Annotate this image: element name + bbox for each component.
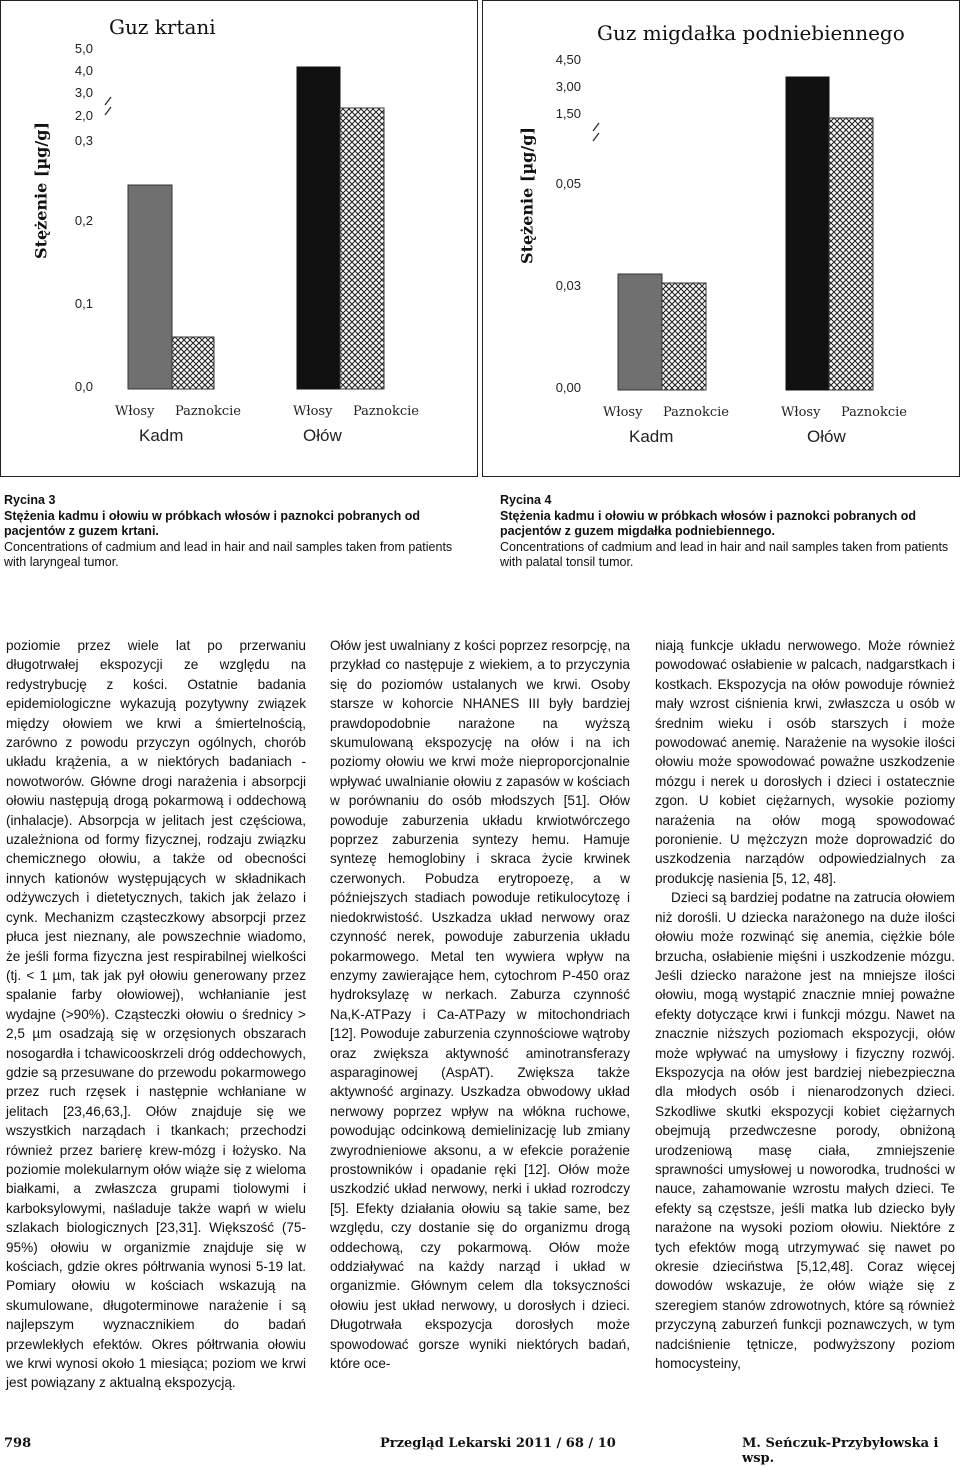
y-tick-label: 0,03	[555, 278, 581, 293]
y-tick-label: 5,0	[74, 41, 93, 56]
bar-olow-paznokcie	[340, 108, 384, 389]
caption-title-en: Concentrations of cadmium and lead in hair and nail samples taken from patients with palatal tonsil tumor.	[500, 539, 949, 569]
x-tick-label: Paznokcie	[663, 405, 729, 420]
y-tick-label: 0,1	[74, 296, 93, 311]
x-tick-label: Włosy	[603, 405, 643, 420]
figure-3-chart	[0, 0, 478, 477]
authors: M. Seńczuk-Przybyłowska i wsp.	[742, 1436, 939, 1466]
bar-olow-wlosy	[786, 77, 829, 390]
body-paragraph: poziomie przez wiele lat po przerwaniu długotrwałej ekspozycji ze względu na redystrybucję z kości. Ostatnie badania epidemiologiczne wykazują pozytywny związek między ołowiem we krwi a śmiertelnością, zarówno z powodu przyczyn ogólnych, chorób układu krążenia, a w niektórych badaniach - nowotworów. Główne drogi narażenia i absorpcji ołowiu następują drogą pokarmową i oddechową (inhalacje). Absorpcja w jelitach jest częściowa, uzależniona od formy fizycznej, rodzaju związku chemicznego ołowiu, a także od obecności innych kationów występujących w składnikach odżywczych i dietetycznych, takich jak żelazo i cynk. Mechanizm cząsteczkowy absorpcji przez płuca jest nieznany, ale powszechnie wiadomo, że jeśli forma fizyczna jest respirabilnej wielkości (tj. < 1 µm, tak jak pył ołowiu generowany przez spalanie farby ołowiowej), wchłanianie jest wydajne (>90%). Cząsteczki ołowiu o średnicy > 2,5 µm osadzają się w orzęsionych obszarach nosogardła i tchawicooskrzeli dróg oddechowych, gdzie są przesuwane do przewodu pokarmowego przez ruch rzęsek i następnie wchłaniane w jelitach [23,46,63,]. Ołów znajduje się we wszystkich narządach i tkankach; przechodzi również przez barierę krew-mózg i łożysko. Na poziomie molekularnym ołów wiąże się z wieloma białkami, a zwłaszcza grupami tiolowymi i karboksylowymi, naśladuje także wapń w wielu szlakach biologicznych [23,31]. Większość (75-95%) ołowiu w organizmie znajduje się w kościach, gdzie okres półtrwania wynosi 5-19 lat. Pomiary ołowiu w kościach wskazują na skumulowane, długoterminowe narażenie i są najlepszym wyznacznikiem do badań przewlekłych efektów. Okres półtrwania ołowiu we krwi wynosi około 1 miesiąca; poziom we krwi jest powiązany z aktualną ekspozycją.	[6, 638, 306, 1391]
y-axis-label: Stężenie [µg/g]	[31, 122, 51, 259]
body-column-2	[330, 636, 630, 1373]
caption-title-pl: Stężenia kadmu i ołowiu w próbkach włosów i paznokci pobranych od pacjentów z guzem migdałka podniebiennego.	[500, 508, 917, 538]
axis-break	[105, 97, 111, 115]
journal-reference: Przegląd Lekarski 2011 / 68 / 10	[380, 1436, 616, 1451]
y-tick-label: 2,0	[74, 108, 93, 123]
y-axis-label: Stężenie [µg/g]	[517, 127, 537, 264]
bar-olow-paznokcie	[829, 118, 873, 390]
figure-4-chart	[482, 0, 960, 477]
x-tick-label: Paznokcie	[841, 405, 907, 420]
bar-kadm-wlosy	[618, 274, 662, 390]
y-tick-label: 0,0	[74, 379, 93, 394]
y-tick-label: 3,00	[555, 79, 581, 94]
y-tick-label: 1,50	[555, 106, 581, 121]
caption-title-en: Concentrations of cadmium and lead in hair and nail samples taken from patients with laryngeal tumor.	[4, 539, 453, 569]
x-tick-label: Paznokcie	[175, 404, 241, 419]
figure-4-caption	[500, 493, 955, 571]
body-paragraph: Dzieci są bardziej podatne na zatrucia ołowiem niż dorośli. U dziecka narażonego na duże ilości ołowiu może rozwinąć się anemia, ciężkie bóle brzucha, osłabienie mięśni i uszkodzenie mózgu. Jeśli dziecko narażone jest na mniejsze ilości ołowiu, mogą wystąpić znacznie mniej poważne efekty dotyczące krwi i funkcji mózgu. Nawet na znacznie niższych poziomach ekspozycji, ołów może wpływać na umysłowy i fizyczny rozwój. Ekspozycja na ołów jest bardziej niebezpieczna dla młodych osób i nienarodzonych dzieci. Szkodliwe skutki ekspozycji kobiet ciężarnych obejmują przedwczesne porody, obniżoną urodzeniową masę ciała, zmniejszenie sprawności umysłowej u noworodka, trudności w nauce, zahamowanie wzrostu małych dzieci. Te efekty są częstsze, jeśli matka lub dziecko były narażone na wysoki poziom ołowiu. Niektóre z tych efektów mogą utrzymywać się nawet po okresie dzieciństwa [5,12,48]. Coraz więcej dowodów wskazuje, że ołów wiąże się z szeregiem stanów zdrowotnych, które są również przyczyną zaburzeń funkcji poznawczych, w tym nadciśnienie tętnicze, podwyższony poziom homocysteiny,	[655, 890, 955, 1372]
bar-kadm-wlosy	[128, 185, 172, 389]
bar-kadm-paznokcie	[662, 283, 706, 390]
x-tick-label: Paznokcie	[353, 404, 419, 419]
y-tick-label: 3,0	[74, 85, 93, 100]
caption-title-pl: Stężenia kadmu i ołowiu w próbkach włosów i paznokci pobranych od pacjentów z guzem krtani.	[4, 508, 421, 538]
y-tick-label: 0,2	[74, 213, 93, 228]
figure-3-caption	[4, 493, 472, 571]
page-number: 798	[4, 1436, 32, 1451]
y-tick-label: 0,3	[74, 133, 93, 148]
group-label: Kadm	[139, 426, 184, 445]
y-tick-label: 0,05	[555, 176, 581, 191]
body-paragraph: niają funkcje układu nerwowego. Może również powodować osłabienie w palcach, nadgarstkach i kostkach. Ekspozycja na ołów powoduje również mały wzrost ciśnienia krwi, zwłaszcza u osób w średnim wieku i osób starszych i może powodować anemię. Narażenie na wysokie ilości ołowiu może spowodować poważne uszkodzenie mózgu i nerek u dorosłych i dzieci i ostatecznie zgon. U kobiet ciężarnych, wysokie poziomy narażenia na ołów mogą spowodować poronienie. U mężczyzn może doprowadzić do uszkodzenia narządów odpowiedzialnych za produkcję nasienia [5, 12, 48].	[655, 638, 955, 886]
group-label: Kadm	[629, 427, 674, 446]
x-tick-label: Włosy	[781, 405, 821, 420]
chart-title: Guz krtani	[109, 15, 216, 39]
body-paragraph: Ołów jest uwalniany z kości poprzez resorpcję, na przykład co następuje z wiekiem, a to przyczynia się do poziomów ustalanych we krwi. Osoby starsze w kohorcie NHANES III były bardziej prawdopodobnie narażone na wyższą skumulowaną ekspozycję na ołów i na ich poziomy ołowiu we krwi może nieproporcjonalnie wpływać uwalnianie ołowiu z zapasów w kościach w porównaniu do osób młodszych [51]. Ołów powoduje zaburzenia układu krwiotwórczego poprzez zaburzenia syntezy hemu. Hamuje syntezę hemoglobiny i skraca życie krwinek czerwonych. Pobudza erytropoezę, a w późniejszych stadiach powoduje retikulocytozę i niedokrwistość. Uszkadza układ nerwowy oraz czynność nerek, powoduje zaburzenia układu pokarmowego. Metal ten wywiera wpływ na enzymy zawierające hem, cytochrom P-450 oraz hydroksylazę w nerkach. Zaburza czynność Na,K-ATPazy i Ca-ATPazy w mitochondriach [12]. Powoduje zaburzenia czynnościowe wątroby oraz zwiększa aktywność aminotransferazy asparaginowej (AspAT). Zwiększa także aktywność arginazy. Uszkadza obwodowy układ nerwowy poprzez wpływ na włókna ruchowe, powodując odcinkową demielinizację lub zmiany zwyrodnieniowe aksonu, a w efekcie porażenie prostowników i opadanie ręki [12]. Ołów może uszkodzić układ nerwowy, nerki i układ rozrodczy [5]. Efekty działania ołowiu są takie same, bez względu, czy dostanie się do organizmu drogą oddechową, czy pokarmową. Ołów może oddziaływać na każdy narząd i układ w organizmie. Głównym celem dla toksyczności ołowiu jest układ nerwowy, u dorosłych i dzieci. Długotrwała ekspozycja dorosłych może spowodować gorsze wyniki niektórych badań, które oce-	[330, 638, 630, 1372]
y-tick-label: 4,50	[555, 52, 581, 67]
y-tick-label: 0,00	[555, 380, 581, 395]
caption-label: Rycina 3	[4, 493, 56, 507]
group-label: Ołów	[303, 426, 342, 445]
body-column-1	[6, 636, 306, 1393]
y-tick-label: 4,0	[74, 63, 93, 78]
group-label: Ołów	[807, 427, 846, 446]
body-column-3	[655, 636, 955, 1373]
bar-olow-wlosy	[297, 67, 340, 389]
chart-title: Guz migdałka podniebiennego	[597, 21, 905, 45]
bar-kadm-paznokcie	[172, 337, 214, 389]
x-tick-label: Włosy	[293, 404, 333, 419]
x-tick-label: Włosy	[115, 404, 155, 419]
caption-label: Rycina 4	[500, 493, 552, 507]
axis-break	[593, 123, 599, 141]
